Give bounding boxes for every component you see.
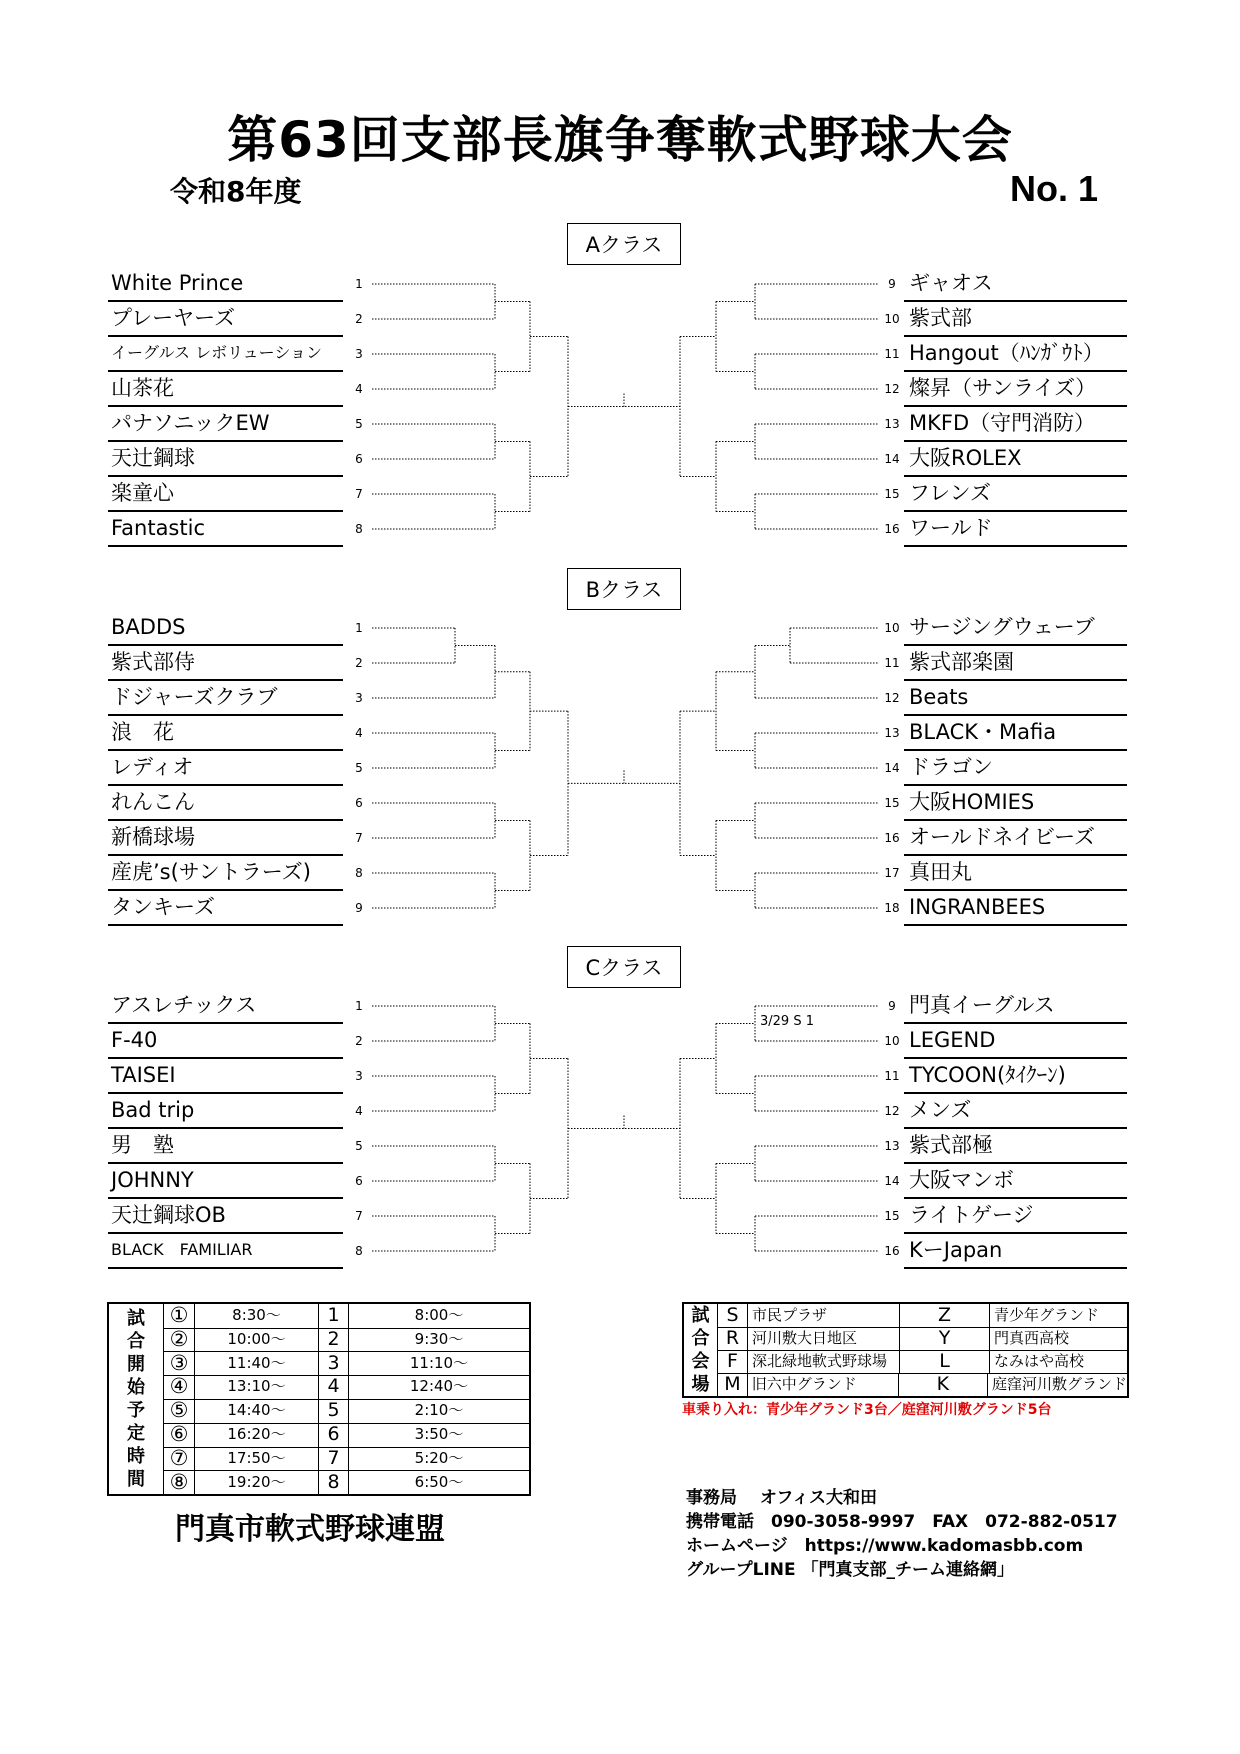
team-name: タンキーズ: [111, 895, 215, 919]
team-name: INGRANBEES: [909, 895, 1046, 919]
team-underline: [904, 924, 1127, 926]
team-underline: [108, 1162, 343, 1164]
team-underline: [904, 1092, 1127, 1094]
match-slot-number: 2: [319, 1328, 349, 1352]
team-underline: [904, 510, 1127, 512]
team-number: 9: [888, 277, 896, 291]
team-underline: [108, 1092, 343, 1094]
team-number: 14: [884, 452, 900, 466]
team-name: Hangout（ﾊﾝｶﾞｳﾄ）: [909, 341, 1104, 365]
team-number: 13: [884, 726, 900, 740]
team-name: ライトゲージ: [909, 1203, 1034, 1227]
start-time-alt: 6:50～: [414, 1472, 464, 1491]
team-name: F-40: [111, 1028, 158, 1052]
team-number: 4: [355, 726, 363, 740]
schedule-row: [164, 1328, 529, 1353]
team-underline: [904, 644, 1127, 646]
team-underline: [108, 300, 343, 302]
team-underline: [108, 1232, 343, 1234]
team-number: 11: [884, 656, 900, 670]
venue-name: 庭窪河川敷グランド: [991, 1375, 1127, 1393]
venue-code: K: [899, 1373, 988, 1396]
schedule-label-char: 時: [127, 1446, 145, 1467]
team-name: 楽童心: [111, 481, 174, 505]
team-number: 8: [355, 522, 363, 536]
team-underline: [108, 819, 343, 821]
team-number: 6: [355, 1174, 363, 1188]
venue-row: [718, 1350, 1127, 1374]
match-slot-circle: ①: [164, 1304, 195, 1328]
venue-row: [718, 1373, 1127, 1396]
team-number: 3: [355, 347, 363, 361]
team-number: 4: [355, 382, 363, 396]
team-name: 産虎’s(サントラーズ): [111, 860, 311, 884]
venue-name: 河川敷大日地区: [748, 1327, 900, 1350]
team-name: サージングウェーブ: [909, 615, 1095, 639]
match-slot-circle: ②: [164, 1328, 195, 1352]
team-name: Bad trip: [111, 1098, 195, 1122]
venue-label-char: 場: [691, 1374, 710, 1395]
team-underline: [904, 300, 1127, 302]
venue-code: M: [718, 1373, 748, 1396]
team-underline: [904, 1267, 1127, 1269]
team-name: 紫式部極: [909, 1133, 993, 1157]
match-slot-number: 3: [319, 1352, 349, 1376]
team-number: 16: [884, 831, 900, 845]
venue-row: [718, 1327, 1127, 1351]
team-name: イーグルス レボリューション: [111, 343, 323, 362]
team-number: 5: [355, 1139, 363, 1153]
team-number: 1: [355, 621, 363, 635]
schedule-row: [164, 1375, 529, 1400]
team-underline: [904, 1162, 1127, 1164]
team-number: 13: [884, 417, 900, 431]
venue-code: S: [718, 1304, 748, 1327]
schedule-row: [164, 1399, 529, 1424]
start-time-alt: 5:20～: [414, 1448, 464, 1467]
team-name: フレンズ: [909, 481, 992, 505]
team-number: 12: [884, 691, 900, 705]
venue-label-char: 試: [691, 1305, 710, 1326]
start-time-alt: 11:10～: [409, 1353, 469, 1372]
team-name: パナソニックEW: [111, 411, 270, 435]
team-number: 6: [355, 452, 363, 466]
team-number: 7: [355, 487, 363, 501]
venue-name: 市民プラザ: [748, 1304, 900, 1327]
team-number: 14: [884, 1174, 900, 1188]
match-note: 3/29 S 1: [760, 1014, 814, 1029]
team-number: 14: [884, 761, 900, 775]
team-underline: [108, 1267, 343, 1269]
schedule-row: [164, 1471, 529, 1495]
team-number: 8: [355, 1244, 363, 1258]
venue-name: 門真西高校: [994, 1329, 1070, 1347]
venue-table: [682, 1302, 1129, 1398]
team-name: LEGEND: [909, 1028, 996, 1052]
team-underline: [904, 440, 1127, 442]
team-underline: [108, 854, 343, 856]
venue-label-char: 合: [691, 1328, 710, 1349]
team-number: 6: [355, 796, 363, 810]
team-underline: [108, 475, 343, 477]
schedule-row: [164, 1447, 529, 1472]
start-time: 19:20～: [195, 1471, 319, 1495]
team-number: 2: [355, 312, 363, 326]
team-underline: [904, 370, 1127, 372]
class-label-box: Cクラス: [567, 946, 681, 988]
team-underline: [108, 1197, 343, 1199]
team-underline: [108, 644, 343, 646]
team-number: 1: [355, 999, 363, 1013]
team-number: 15: [884, 487, 900, 501]
team-name: 浪 花: [111, 720, 174, 744]
team-number: 3: [355, 691, 363, 705]
venue-label: [684, 1304, 718, 1396]
team-name: 門真イーグルス: [909, 993, 1055, 1017]
team-number: 12: [884, 382, 900, 396]
team-underline: [108, 889, 343, 891]
start-time-alt: 9:30～: [414, 1329, 464, 1348]
team-underline: [108, 335, 343, 337]
team-name: TAISEI: [111, 1063, 176, 1087]
team-number: 1: [355, 277, 363, 291]
team-underline: [904, 545, 1127, 547]
team-underline: [108, 1022, 343, 1024]
team-underline: [108, 370, 343, 372]
schedule-label-char: 開: [127, 1354, 145, 1375]
office-name: 事務局 オフィス大和田: [686, 1488, 878, 1508]
team-name: 真田丸: [909, 860, 972, 884]
schedule-label: [109, 1304, 164, 1494]
team-underline: [904, 679, 1127, 681]
team-name: BLACK FAMILIAR: [111, 1240, 253, 1259]
team-underline: [904, 714, 1127, 716]
team-underline: [108, 545, 343, 547]
team-number: 13: [884, 1139, 900, 1153]
team-number: 3: [355, 1069, 363, 1083]
team-number: 9: [355, 901, 363, 915]
schedule-label-char: 試: [127, 1308, 145, 1329]
team-number: 2: [355, 656, 363, 670]
start-time-alt: 2:10～: [414, 1401, 464, 1420]
office-line-group: グループLINE 「門真支部_チーム連絡網」: [686, 1560, 1015, 1580]
team-number: 16: [884, 1244, 900, 1258]
team-name: MKFD（守門消防）: [909, 411, 1096, 435]
schedule-label-char: 合: [127, 1331, 145, 1352]
venue-name: 青少年グランド: [994, 1306, 1100, 1324]
team-name: ドラゴン: [909, 755, 993, 779]
team-number: 18: [884, 901, 900, 915]
venue-code: F: [718, 1350, 748, 1373]
class-label-box: Aクラス: [567, 223, 681, 265]
team-name: Beats: [909, 685, 969, 709]
team-underline: [108, 679, 343, 681]
team-underline: [904, 1232, 1127, 1234]
team-name: レディオ: [111, 755, 194, 779]
team-name: 山茶花: [111, 376, 174, 400]
match-slot-circle: ⑤: [164, 1399, 195, 1423]
team-name: 大阪HOMIES: [909, 790, 1035, 814]
team-underline: [108, 749, 343, 751]
schedule-table: [107, 1302, 531, 1496]
match-slot-circle: ③: [164, 1352, 195, 1376]
start-time-alt: 8:00～: [414, 1306, 464, 1324]
team-name: アスレチックス: [111, 993, 257, 1017]
team-name: れんこん: [111, 790, 195, 814]
team-name: 天辻鋼球: [111, 446, 195, 470]
team-name: メンズ: [909, 1098, 972, 1122]
team-underline: [904, 819, 1127, 821]
start-time-alt: 12:40～: [409, 1377, 469, 1396]
team-number: 16: [884, 522, 900, 536]
venue-name: 旧六中グランド: [748, 1373, 899, 1396]
team-number: 10: [884, 312, 900, 326]
document-number: No. 1: [1010, 168, 1099, 209]
team-underline: [108, 924, 343, 926]
match-slot-number: 7: [319, 1447, 349, 1471]
team-number: 11: [884, 1069, 900, 1083]
team-name: JOHNNY: [111, 1168, 194, 1192]
team-number: 2: [355, 1034, 363, 1048]
start-time-alt: 3:50～: [414, 1425, 464, 1443]
start-time: 8:30～: [195, 1304, 319, 1328]
team-number: 11: [884, 347, 900, 361]
team-name: 男 塾: [111, 1133, 174, 1157]
team-number: 15: [884, 796, 900, 810]
schedule-label-char: 間: [127, 1469, 145, 1490]
team-number: 7: [355, 1209, 363, 1223]
match-slot-circle: ⑦: [164, 1447, 195, 1471]
team-number: 17: [884, 866, 900, 880]
start-time: 17:50～: [195, 1447, 319, 1471]
match-slot-number: 4: [319, 1375, 349, 1399]
team-name: 紫式部: [909, 306, 972, 330]
venue-name: なみはや高校: [994, 1352, 1085, 1370]
schedule-row: [164, 1352, 529, 1377]
parking-note: 車乗り入れ：青少年グランド3台／庭窪河川敷グランド5台: [682, 1402, 1052, 1418]
team-underline: [904, 475, 1127, 477]
class-label-box: Bクラス: [567, 568, 681, 610]
team-number: 10: [884, 1034, 900, 1048]
team-name: BLACK・Mafia: [909, 720, 1057, 744]
team-number: 4: [355, 1104, 363, 1118]
fiscal-year: 令和8年度: [170, 175, 302, 208]
team-underline: [904, 335, 1127, 337]
start-time: 13:10～: [195, 1375, 319, 1399]
schedule-label-char: 予: [127, 1400, 145, 1421]
team-underline: [904, 1127, 1127, 1129]
office-website: ホームページ https://www.kadomasbb.com: [686, 1536, 1084, 1556]
team-underline: [108, 784, 343, 786]
venue-code: R: [718, 1327, 748, 1350]
team-underline: [904, 749, 1127, 751]
team-number: 5: [355, 761, 363, 775]
team-name: オールドネイビーズ: [909, 825, 1096, 849]
team-name: 紫式部楽園: [909, 650, 1014, 674]
team-name: 新橋球場: [111, 825, 195, 849]
venue-row: [718, 1304, 1127, 1328]
team-name: ギャオス: [909, 271, 993, 295]
team-name: 紫式部侍: [111, 650, 195, 674]
start-time: 11:40～: [195, 1352, 319, 1376]
team-underline: [904, 854, 1127, 856]
match-slot-circle: ⑥: [164, 1423, 195, 1447]
match-slot-number: 5: [319, 1399, 349, 1423]
schedule-label-char: 始: [127, 1377, 145, 1398]
match-slot-number: 6: [319, 1423, 349, 1447]
league-name: 門真市軟式野球連盟: [175, 1512, 445, 1547]
team-underline: [904, 784, 1127, 786]
team-number: 5: [355, 417, 363, 431]
team-name: プレーヤーズ: [111, 306, 236, 330]
team-underline: [904, 1022, 1127, 1024]
team-underline: [108, 405, 343, 407]
venue-name: 深北緑地軟式野球場: [748, 1350, 900, 1373]
team-name: ワールド: [909, 516, 993, 540]
schedule-label-char: 定: [127, 1423, 145, 1444]
team-name: 天辻鋼球OB: [111, 1203, 226, 1227]
team-name: 大阪マンボ: [909, 1168, 1014, 1192]
team-underline: [904, 889, 1127, 891]
venue-code: Z: [900, 1304, 990, 1327]
team-number: 12: [884, 1104, 900, 1118]
team-number: 8: [355, 866, 363, 880]
team-name: Fantastic: [111, 516, 205, 540]
match-slot-number: 8: [319, 1471, 349, 1495]
team-underline: [108, 1057, 343, 1059]
team-name: 燦昇（サンライズ）: [909, 376, 1097, 400]
match-slot-number: 1: [319, 1304, 349, 1328]
match-slot-circle: ④: [164, 1375, 195, 1399]
team-underline: [108, 1127, 343, 1129]
office-phone: 携帯電話 090-3058-9997 FAX 072-882-0517: [686, 1512, 1118, 1532]
start-time: 14:40～: [195, 1399, 319, 1423]
team-number: 9: [888, 999, 896, 1013]
page-title: 第63回支部長旗争奪軟式野球大会: [227, 111, 1013, 169]
team-underline: [108, 440, 343, 442]
team-name: BADDS: [111, 615, 186, 639]
team-underline: [904, 1057, 1127, 1059]
match-slot-circle: ⑧: [164, 1471, 195, 1495]
team-number: 15: [884, 1209, 900, 1223]
venue-code: L: [900, 1350, 990, 1373]
team-underline: [904, 1197, 1127, 1199]
venue-code: Y: [900, 1327, 990, 1350]
schedule-row: [164, 1423, 529, 1448]
team-name: TYCOON(ﾀｲｸｰﾝ): [909, 1063, 1066, 1087]
start-time: 16:20～: [195, 1423, 319, 1447]
team-name: KーJapan: [909, 1238, 1003, 1262]
schedule-row: [164, 1304, 529, 1329]
team-name: ドジャーズクラブ: [111, 685, 278, 709]
team-name: White Prince: [111, 271, 244, 295]
team-name: 大阪ROLEX: [909, 446, 1022, 470]
team-number: 10: [884, 621, 900, 635]
team-underline: [108, 714, 343, 716]
team-number: 7: [355, 831, 363, 845]
team-underline: [108, 510, 343, 512]
venue-label-char: 会: [691, 1351, 710, 1372]
start-time: 10:00～: [195, 1328, 319, 1352]
team-underline: [904, 405, 1127, 407]
